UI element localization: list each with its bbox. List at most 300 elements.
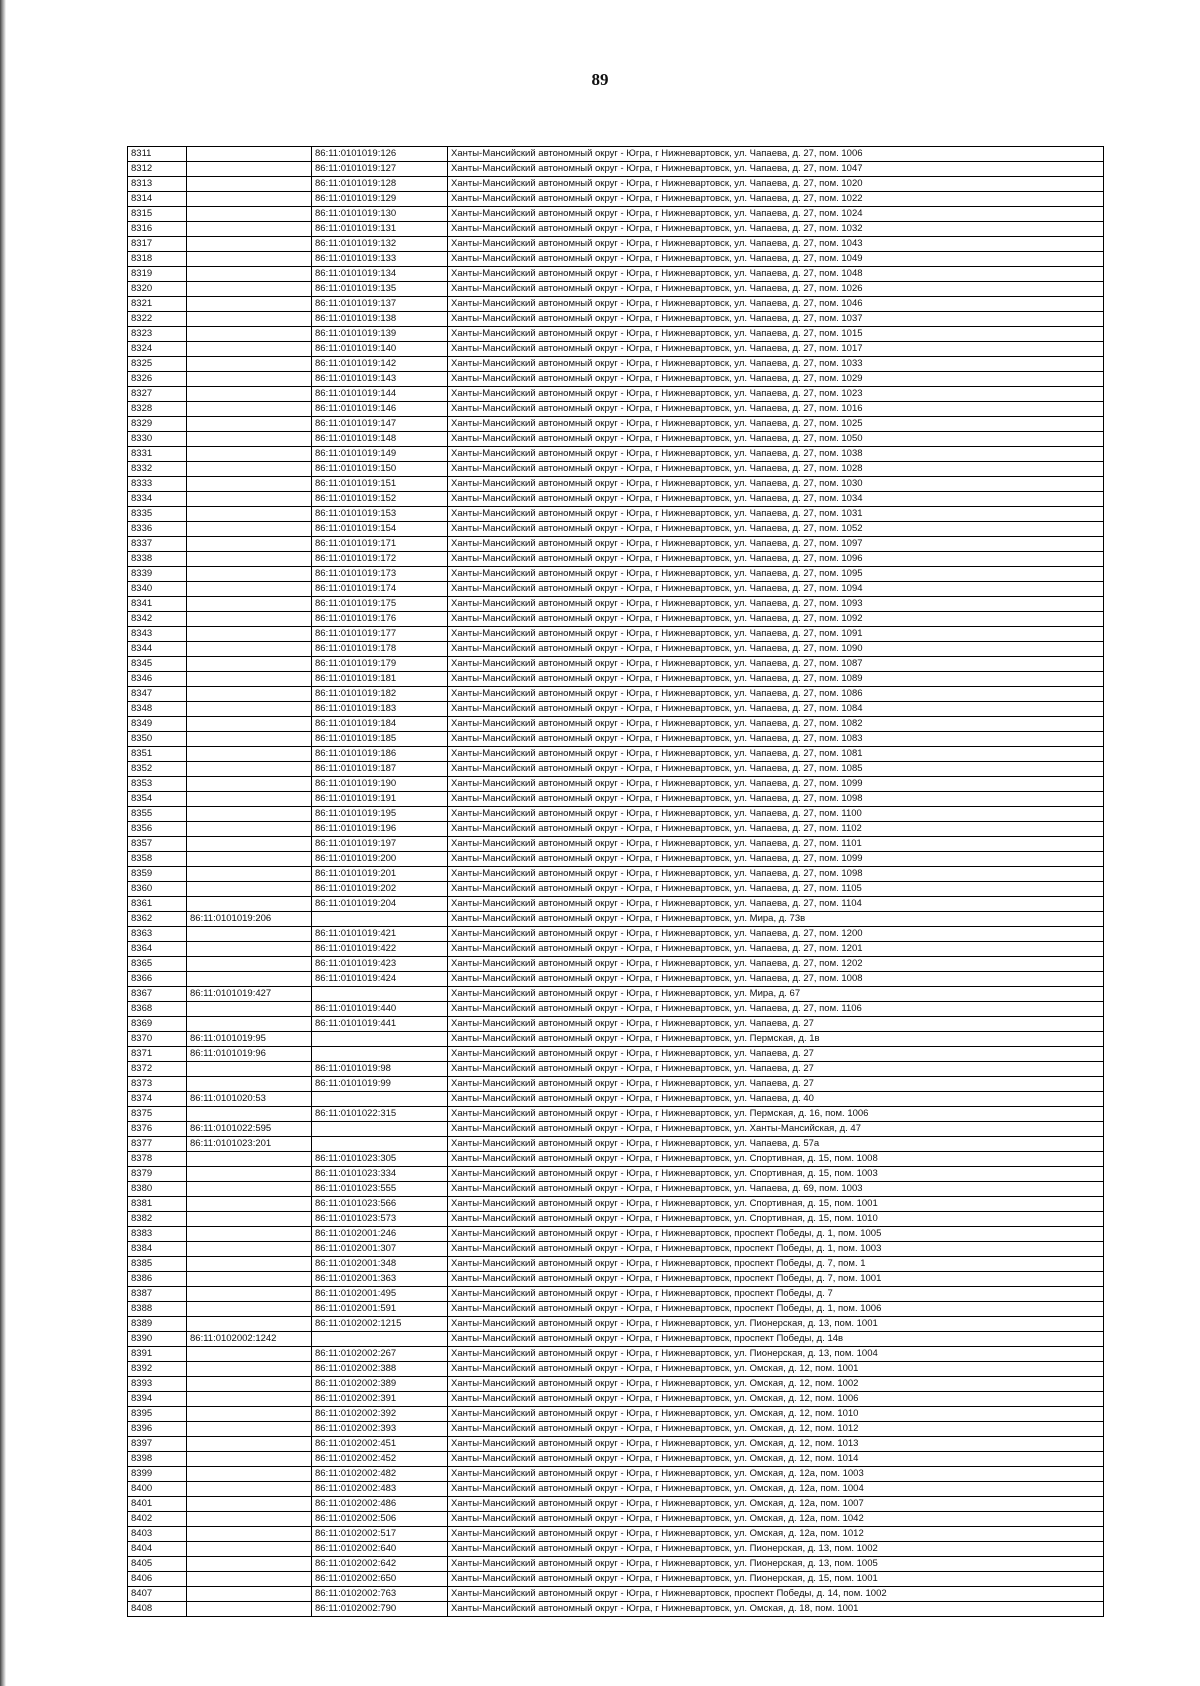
table-row xyxy=(128,1557,1104,1572)
land-cadastral-number: 86:11:0101022:595 xyxy=(187,1122,312,1137)
land-cadastral-number xyxy=(187,312,312,327)
table-row xyxy=(128,1287,1104,1302)
table-row xyxy=(128,162,1104,177)
land-cadastral-number xyxy=(187,447,312,462)
property-address: Ханты-Мансийский автономный округ - Югра, г Нижневартовск, ул. Пионерская, д. 13, пом. 1002 xyxy=(448,1542,1104,1557)
land-cadastral-number xyxy=(187,672,312,687)
table-row xyxy=(128,1527,1104,1542)
row-number: 8344 xyxy=(128,642,187,657)
table-row xyxy=(128,897,1104,912)
property-cadastral-number: 86:11:0101019:202 xyxy=(312,882,448,897)
table-row xyxy=(128,702,1104,717)
property-cadastral-number: 86:11:0101019:140 xyxy=(312,342,448,357)
property-cadastral-number: 86:11:0101019:421 xyxy=(312,927,448,942)
property-cadastral-number: 86:11:0101019:422 xyxy=(312,942,448,957)
land-cadastral-number xyxy=(187,1377,312,1392)
property-cadastral-number: 86:11:0101019:138 xyxy=(312,312,448,327)
property-cadastral-number: 86:11:0101019:204 xyxy=(312,897,448,912)
property-cadastral-number: 86:11:0101019:177 xyxy=(312,627,448,642)
property-address: Ханты-Мансийский автономный округ - Югра, г Нижневартовск, ул. Чапаева, д. 27 xyxy=(448,1047,1104,1062)
property-cadastral-number: 86:11:0102002:517 xyxy=(312,1527,448,1542)
row-number: 8369 xyxy=(128,1017,187,1032)
property-address: Ханты-Мансийский автономный округ - Югра, г Нижневартовск, ул. Чапаева, д. 27, пом. 1017 xyxy=(448,342,1104,357)
property-address: Ханты-Мансийский автономный округ - Югра, г Нижневартовск, ул. Чапаева, д. 40 xyxy=(448,1092,1104,1107)
table-row xyxy=(128,1152,1104,1167)
row-number: 8311 xyxy=(128,147,187,162)
row-number: 8354 xyxy=(128,792,187,807)
land-cadastral-number xyxy=(187,1467,312,1482)
row-number: 8335 xyxy=(128,507,187,522)
land-cadastral-number xyxy=(187,1602,312,1617)
row-number: 8322 xyxy=(128,312,187,327)
row-number: 8325 xyxy=(128,357,187,372)
property-cadastral-number xyxy=(312,1332,448,1347)
land-cadastral-number xyxy=(187,1362,312,1377)
property-cadastral-number: 86:11:0101019:143 xyxy=(312,372,448,387)
row-number: 8389 xyxy=(128,1317,187,1332)
land-cadastral-number xyxy=(187,1452,312,1467)
property-address: Ханты-Мансийский автономный округ - Югра, г Нижневартовск, ул. Чапаева, д. 27, пом. 1029 xyxy=(448,372,1104,387)
land-cadastral-number xyxy=(187,1392,312,1407)
property-cadastral-number: 86:11:0101019:191 xyxy=(312,792,448,807)
land-cadastral-number xyxy=(187,267,312,282)
property-cadastral-number: 86:11:0101019:441 xyxy=(312,1017,448,1032)
property-address: Ханты-Мансийский автономный округ - Югра, г Нижневартовск, ул. Спортивная, д. 15, пом. 1008 xyxy=(448,1152,1104,1167)
table-row xyxy=(128,1602,1104,1617)
property-cadastral-number: 86:11:0102001:307 xyxy=(312,1242,448,1257)
property-cadastral-number xyxy=(312,987,448,1002)
row-number: 8371 xyxy=(128,1047,187,1062)
table-row xyxy=(128,1317,1104,1332)
land-cadastral-number xyxy=(187,1197,312,1212)
row-number: 8408 xyxy=(128,1602,187,1617)
land-cadastral-number xyxy=(187,1107,312,1122)
land-cadastral-number xyxy=(187,597,312,612)
property-address: Ханты-Мансийский автономный округ - Югра, г Нижневартовск, ул. Чапаева, д. 27, пом. 1099 xyxy=(448,852,1104,867)
property-cadastral-number: 86:11:0101019:126 xyxy=(312,147,448,162)
property-cadastral-number: 86:11:0101019:424 xyxy=(312,972,448,987)
row-number: 8323 xyxy=(128,327,187,342)
table-row xyxy=(128,567,1104,582)
table-row xyxy=(128,1092,1104,1107)
property-cadastral-number: 86:11:0101019:148 xyxy=(312,432,448,447)
row-number: 8321 xyxy=(128,297,187,312)
property-address: Ханты-Мансийский автономный округ - Югра, г Нижневартовск, проспект Победы, д. 1, пом. 1005 xyxy=(448,1227,1104,1242)
row-number: 8370 xyxy=(128,1032,187,1047)
property-address: Ханты-Мансийский автономный округ - Югра, г Нижневартовск, ул. Чапаева, д. 27, пом. 1022 xyxy=(448,192,1104,207)
row-number: 8318 xyxy=(128,252,187,267)
property-cadastral-number: 86:11:0102001:363 xyxy=(312,1272,448,1287)
property-address: Ханты-Мансийский автономный округ - Югра, г Нижневартовск, ул. Чапаева, д. 27, пом. 1025 xyxy=(448,417,1104,432)
row-number: 8327 xyxy=(128,387,187,402)
property-address: Ханты-Мансийский автономный округ - Югра, г Нижневартовск, ул. Чапаева, д. 27, пом. 1087 xyxy=(448,657,1104,672)
table-row xyxy=(128,522,1104,537)
row-number: 8361 xyxy=(128,897,187,912)
property-cadastral-number: 86:11:0101019:197 xyxy=(312,837,448,852)
property-cadastral-number: 86:11:0102002:267 xyxy=(312,1347,448,1362)
row-number: 8359 xyxy=(128,867,187,882)
row-number: 8374 xyxy=(128,1092,187,1107)
land-cadastral-number xyxy=(187,957,312,972)
row-number: 8372 xyxy=(128,1062,187,1077)
property-address: Ханты-Мансийский автономный округ - Югра, г Нижневартовск, ул. Чапаева, д. 27, пом. 1030 xyxy=(448,477,1104,492)
table-row xyxy=(128,447,1104,462)
land-cadastral-number xyxy=(187,1227,312,1242)
table-row xyxy=(128,357,1104,372)
property-address: Ханты-Мансийский автономный округ - Югра, г Нижневартовск, ул. Омская, д. 12, пом. 1012 xyxy=(448,1422,1104,1437)
property-cadastral-number: 86:11:0101019:196 xyxy=(312,822,448,837)
property-cadastral-number: 86:11:0101019:440 xyxy=(312,1002,448,1017)
row-number: 8329 xyxy=(128,417,187,432)
table-row xyxy=(128,402,1104,417)
row-number: 8317 xyxy=(128,237,187,252)
table-row xyxy=(128,927,1104,942)
land-cadastral-number xyxy=(187,1527,312,1542)
row-number: 8394 xyxy=(128,1392,187,1407)
property-cadastral-number: 86:11:0101019:135 xyxy=(312,282,448,297)
property-address: Ханты-Мансийский автономный округ - Югра, г Нижневартовск, ул. Чапаева, д. 57а xyxy=(448,1137,1104,1152)
land-cadastral-number xyxy=(187,1257,312,1272)
property-cadastral-number: 86:11:0101019:144 xyxy=(312,387,448,402)
property-cadastral-number: 86:11:0101019:172 xyxy=(312,552,448,567)
table-row xyxy=(128,537,1104,552)
table-row xyxy=(128,1197,1104,1212)
property-address: Ханты-Мансийский автономный округ - Югра, г Нижневартовск, ул. Чапаева, д. 27, пом. 1090 xyxy=(448,642,1104,657)
property-address: Ханты-Мансийский автономный округ - Югра, г Нижневартовск, проспект Победы, д. 1, пом. 1003 xyxy=(448,1242,1104,1257)
property-cadastral-number: 86:11:0101019:154 xyxy=(312,522,448,537)
property-address: Ханты-Мансийский автономный округ - Югра, г Нижневартовск, ул. Пермская, д. 1в xyxy=(448,1032,1104,1047)
land-cadastral-number xyxy=(187,1407,312,1422)
property-address: Ханты-Мансийский автономный округ - Югра, г Нижневартовск, ул. Чапаева, д. 27, пом. 1034 xyxy=(448,492,1104,507)
table-row xyxy=(128,1422,1104,1437)
property-cadastral-number: 86:11:0102002:483 xyxy=(312,1482,448,1497)
property-cadastral-number: 86:11:0101019:99 xyxy=(312,1077,448,1092)
property-cadastral-number: 86:11:0101019:186 xyxy=(312,747,448,762)
table-row xyxy=(128,1062,1104,1077)
table-row xyxy=(128,372,1104,387)
property-address: Ханты-Мансийский автономный округ - Югра, г Нижневартовск, ул. Чапаева, д. 27, пом. 1016 xyxy=(448,402,1104,417)
land-cadastral-number xyxy=(187,762,312,777)
property-cadastral-number xyxy=(312,1122,448,1137)
property-address: Ханты-Мансийский автономный округ - Югра, г Нижневартовск, ул. Чапаева, д. 27, пом. 1106 xyxy=(448,1002,1104,1017)
land-cadastral-number xyxy=(187,1167,312,1182)
property-address: Ханты-Мансийский автономный округ - Югра, г Нижневартовск, ул. Чапаева, д. 27, пом. 1094 xyxy=(448,582,1104,597)
property-cadastral-number: 86:11:0101023:305 xyxy=(312,1152,448,1167)
table-row xyxy=(128,642,1104,657)
row-number: 8366 xyxy=(128,972,187,987)
property-address: Ханты-Мансийский автономный округ - Югра, г Нижневартовск, проспект Победы, д. 14в xyxy=(448,1332,1104,1347)
property-address: Ханты-Мансийский автономный округ - Югра, г Нижневартовск, ул. Пермская, д. 16, пом. 1006 xyxy=(448,1107,1104,1122)
property-address: Ханты-Мансийский автономный округ - Югра, г Нижневартовск, ул. Пионерская, д. 13, пом. 1001 xyxy=(448,1317,1104,1332)
property-address: Ханты-Мансийский автономный округ - Югра, г Нижневартовск, ул. Чапаева, д. 27, пом. 1089 xyxy=(448,672,1104,687)
table-row xyxy=(128,1227,1104,1242)
property-cadastral-number: 86:11:0101019:182 xyxy=(312,687,448,702)
table-row xyxy=(128,222,1104,237)
property-address: Ханты-Мансийский автономный округ - Югра, г Нижневартовск, ул. Чапаева, д. 27, пом. 1033 xyxy=(448,357,1104,372)
property-cadastral-number: 86:11:0101019:171 xyxy=(312,537,448,552)
table-row xyxy=(128,582,1104,597)
table-row xyxy=(128,1572,1104,1587)
table-row xyxy=(128,747,1104,762)
property-address: Ханты-Мансийский автономный округ - Югра, г Нижневартовск, ул. Чапаева, д. 27, пом. 1093 xyxy=(448,597,1104,612)
table-row xyxy=(128,762,1104,777)
land-cadastral-number xyxy=(187,402,312,417)
property-cadastral-number: 86:11:0101019:184 xyxy=(312,717,448,732)
table-row xyxy=(128,492,1104,507)
row-number: 8362 xyxy=(128,912,187,927)
table-row xyxy=(128,972,1104,987)
table-row xyxy=(128,1302,1104,1317)
table-row xyxy=(128,1332,1104,1347)
row-number: 8400 xyxy=(128,1482,187,1497)
land-cadastral-number xyxy=(187,642,312,657)
land-cadastral-number xyxy=(187,1347,312,1362)
land-cadastral-number xyxy=(187,927,312,942)
property-cadastral-number: 86:11:0101019:139 xyxy=(312,327,448,342)
property-address: Ханты-Мансийский автономный округ - Югра, г Нижневартовск, ул. Омская, д. 12, пом. 1010 xyxy=(448,1407,1104,1422)
property-address: Ханты-Мансийский автономный округ - Югра, г Нижневартовск, ул. Омская, д. 12а, пом. 1042 xyxy=(448,1512,1104,1527)
row-number: 8330 xyxy=(128,432,187,447)
property-address: Ханты-Мансийский автономный округ - Югра, г Нижневартовск, ул. Чапаева, д. 27, пом. 1031 xyxy=(448,507,1104,522)
row-number: 8353 xyxy=(128,777,187,792)
land-cadastral-number xyxy=(187,567,312,582)
land-cadastral-number xyxy=(187,942,312,957)
property-cadastral-number xyxy=(312,1137,448,1152)
property-address: Ханты-Мансийский автономный округ - Югра, г Нижневартовск, ул. Омская, д. 12а, пом. 1003 xyxy=(448,1467,1104,1482)
property-address: Ханты-Мансийский автономный округ - Югра, г Нижневартовск, ул. Чапаева, д. 27, пом. 1097 xyxy=(448,537,1104,552)
property-address: Ханты-Мансийский автономный округ - Югра, г Нижневартовск, ул. Спортивная, д. 15, пом. 1001 xyxy=(448,1197,1104,1212)
property-address: Ханты-Мансийский автономный округ - Югра, г Нижневартовск, ул. Чапаева, д. 27 xyxy=(448,1077,1104,1092)
table-row xyxy=(128,1182,1104,1197)
table-row xyxy=(128,237,1104,252)
land-cadastral-number xyxy=(187,1242,312,1257)
property-address: Ханты-Мансийский автономный округ - Югра, г Нижневартовск, ул. Мира, д. 67 xyxy=(448,987,1104,1002)
land-cadastral-number xyxy=(187,777,312,792)
row-number: 8375 xyxy=(128,1107,187,1122)
property-address: Ханты-Мансийский автономный округ - Югра, г Нижневартовск, ул. Омская, д. 12а, пом. 1012 xyxy=(448,1527,1104,1542)
property-address: Ханты-Мансийский автономный округ - Югра, г Нижневартовск, ул. Омская, д. 12а, пом. 1007 xyxy=(448,1497,1104,1512)
table-row xyxy=(128,417,1104,432)
land-cadastral-number xyxy=(187,1077,312,1092)
table-row xyxy=(128,282,1104,297)
property-address: Ханты-Мансийский автономный округ - Югра, г Нижневартовск, ул. Чапаева, д. 27, пом. 1092 xyxy=(448,612,1104,627)
land-cadastral-number xyxy=(187,387,312,402)
table-row xyxy=(128,732,1104,747)
table-row xyxy=(128,1032,1104,1047)
row-number: 8313 xyxy=(128,177,187,192)
property-cadastral-number: 86:11:0101019:200 xyxy=(312,852,448,867)
property-address: Ханты-Мансийский автономный округ - Югра, г Нижневартовск, ул. Чапаева, д. 27, пом. 1028 xyxy=(448,462,1104,477)
land-cadastral-number xyxy=(187,1302,312,1317)
land-cadastral-number xyxy=(187,1062,312,1077)
land-cadastral-number xyxy=(187,477,312,492)
land-cadastral-number xyxy=(187,687,312,702)
property-cadastral-number: 86:11:0101019:178 xyxy=(312,642,448,657)
land-cadastral-number xyxy=(187,882,312,897)
property-cadastral-number: 86:11:0101023:566 xyxy=(312,1197,448,1212)
land-cadastral-number xyxy=(187,507,312,522)
row-number: 8401 xyxy=(128,1497,187,1512)
row-number: 8326 xyxy=(128,372,187,387)
property-cadastral-number: 86:11:0102002:452 xyxy=(312,1452,448,1467)
land-cadastral-number xyxy=(187,522,312,537)
table-row xyxy=(128,612,1104,627)
property-address: Ханты-Мансийский автономный округ - Югра, г Нижневартовск, проспект Победы, д. 7 xyxy=(448,1287,1104,1302)
property-address: Ханты-Мансийский автономный округ - Югра, г Нижневартовск, ул. Чапаева, д. 27 xyxy=(448,1062,1104,1077)
table-row xyxy=(128,672,1104,687)
property-cadastral-number: 86:11:0101019:179 xyxy=(312,657,448,672)
property-cadastral-number xyxy=(312,1047,448,1062)
land-cadastral-number xyxy=(187,1287,312,1302)
row-number: 8357 xyxy=(128,837,187,852)
land-cadastral-number xyxy=(187,552,312,567)
property-cadastral-number: 86:11:0101019:149 xyxy=(312,447,448,462)
table-row xyxy=(128,1257,1104,1272)
row-number: 8351 xyxy=(128,747,187,762)
row-number: 8355 xyxy=(128,807,187,822)
row-number: 8383 xyxy=(128,1227,187,1242)
land-cadastral-number xyxy=(187,897,312,912)
land-cadastral-number xyxy=(187,1002,312,1017)
land-cadastral-number xyxy=(187,837,312,852)
property-cadastral-number: 86:11:0102002:790 xyxy=(312,1602,448,1617)
property-address: Ханты-Мансийский автономный округ - Югра, г Нижневартовск, ул. Чапаева, д. 27, пом. 1098 xyxy=(448,867,1104,882)
scan-edge xyxy=(0,0,6,1686)
row-number: 8312 xyxy=(128,162,187,177)
row-number: 8332 xyxy=(128,462,187,477)
land-cadastral-number xyxy=(187,1437,312,1452)
row-number: 8377 xyxy=(128,1137,187,1152)
property-cadastral-number: 86:11:0101019:132 xyxy=(312,237,448,252)
land-cadastral-number xyxy=(187,417,312,432)
land-cadastral-number xyxy=(187,1557,312,1572)
property-cadastral-number: 86:11:0101019:173 xyxy=(312,567,448,582)
property-address: Ханты-Мансийский автономный округ - Югра, г Нижневартовск, ул. Пионерская, д. 13, пом. 1005 xyxy=(448,1557,1104,1572)
property-address: Ханты-Мансийский автономный округ - Югра, г Нижневартовск, ул. Чапаева, д. 27, пом. 1102 xyxy=(448,822,1104,837)
row-number: 8352 xyxy=(128,762,187,777)
land-cadastral-number xyxy=(187,342,312,357)
property-address: Ханты-Мансийский автономный округ - Югра, г Нижневартовск, ул. Ханты-Мансийская, д. 47 xyxy=(448,1122,1104,1137)
property-cadastral-number: 86:11:0102001:495 xyxy=(312,1287,448,1302)
registry-table-body xyxy=(128,147,1104,1617)
table-row xyxy=(128,267,1104,282)
land-cadastral-number: 86:11:0101019:95 xyxy=(187,1032,312,1047)
land-cadastral-number xyxy=(187,822,312,837)
land-cadastral-number xyxy=(187,1017,312,1032)
table-row xyxy=(128,1542,1104,1557)
land-cadastral-number xyxy=(187,657,312,672)
land-cadastral-number xyxy=(187,1317,312,1332)
property-cadastral-number: 86:11:0102002:389 xyxy=(312,1377,448,1392)
property-address: Ханты-Мансийский автономный округ - Югра, г Нижневартовск, ул. Омская, д. 12, пом. 1006 xyxy=(448,1392,1104,1407)
row-number: 8382 xyxy=(128,1212,187,1227)
table-row xyxy=(128,1047,1104,1062)
land-cadastral-number xyxy=(187,1182,312,1197)
property-address: Ханты-Мансийский автономный округ - Югра, г Нижневартовск, ул. Чапаева, д. 27, пом. 1101 xyxy=(448,837,1104,852)
land-cadastral-number xyxy=(187,807,312,822)
row-number: 8340 xyxy=(128,582,187,597)
row-number: 8386 xyxy=(128,1272,187,1287)
row-number: 8398 xyxy=(128,1452,187,1467)
table-row xyxy=(128,1467,1104,1482)
property-cadastral-number: 86:11:0101019:146 xyxy=(312,402,448,417)
property-address: Ханты-Мансийский автономный округ - Югра, г Нижневартовск, ул. Чапаева, д. 69, пом. 1003 xyxy=(448,1182,1104,1197)
property-address: Ханты-Мансийский автономный округ - Югра, г Нижневартовск, ул. Чапаева, д. 27, пом. 1085 xyxy=(448,762,1104,777)
table-row xyxy=(128,1242,1104,1257)
land-cadastral-number xyxy=(187,1422,312,1437)
property-address: Ханты-Мансийский автономный округ - Югра, г Нижневартовск, проспект Победы, д. 1, пом. 1006 xyxy=(448,1302,1104,1317)
table-row xyxy=(128,297,1104,312)
land-cadastral-number: 86:11:0102002:1242 xyxy=(187,1332,312,1347)
property-address: Ханты-Мансийский автономный округ - Югра, г Нижневартовск, ул. Чапаева, д. 27, пом. 1201 xyxy=(448,942,1104,957)
table-row xyxy=(128,477,1104,492)
row-number: 8331 xyxy=(128,447,187,462)
table-row xyxy=(128,1482,1104,1497)
table-row xyxy=(128,867,1104,882)
land-cadastral-number xyxy=(187,237,312,252)
table-row xyxy=(128,1437,1104,1452)
property-cadastral-number: 86:11:0101022:315 xyxy=(312,1107,448,1122)
land-cadastral-number xyxy=(187,297,312,312)
land-cadastral-number xyxy=(187,1497,312,1512)
table-row xyxy=(128,507,1104,522)
property-address: Ханты-Мансийский автономный округ - Югра, г Нижневартовск, ул. Чапаева, д. 27, пом. 1020 xyxy=(448,177,1104,192)
table-row xyxy=(128,942,1104,957)
table-row xyxy=(128,987,1104,1002)
land-cadastral-number xyxy=(187,747,312,762)
land-cadastral-number xyxy=(187,582,312,597)
land-cadastral-number xyxy=(187,327,312,342)
table-row xyxy=(128,312,1104,327)
property-cadastral-number xyxy=(312,1032,448,1047)
land-cadastral-number xyxy=(187,1587,312,1602)
property-address: Ханты-Мансийский автономный округ - Югра, г Нижневартовск, ул. Пионерская, д. 13, пом. 1004 xyxy=(448,1347,1104,1362)
property-address: Ханты-Мансийский автономный округ - Югра, г Нижневартовск, проспект Победы, д. 7, пом. 1001 xyxy=(448,1272,1104,1287)
land-cadastral-number: 86:11:0101019:427 xyxy=(187,987,312,1002)
table-row xyxy=(128,792,1104,807)
property-cadastral-number: 86:11:0102002:640 xyxy=(312,1542,448,1557)
table-row xyxy=(128,1452,1104,1467)
property-address: Ханты-Мансийский автономный округ - Югра, г Нижневартовск, ул. Чапаева, д. 27, пом. 1083 xyxy=(448,732,1104,747)
property-address: Ханты-Мансийский автономный округ - Югра, г Нижневартовск, проспект Победы, д. 14, пом. 1002 xyxy=(448,1587,1104,1602)
property-cadastral-number: 86:11:0101019:181 xyxy=(312,672,448,687)
row-number: 8316 xyxy=(128,222,187,237)
row-number: 8378 xyxy=(128,1152,187,1167)
row-number: 8360 xyxy=(128,882,187,897)
land-cadastral-number xyxy=(187,612,312,627)
property-address: Ханты-Мансийский автономный округ - Югра, г Нижневартовск, ул. Чапаева, д. 27, пом. 1015 xyxy=(448,327,1104,342)
property-address: Ханты-Мансийский автономный округ - Югра, г Нижневартовск, ул. Омская, д. 12, пом. 1014 xyxy=(448,1452,1104,1467)
table-row xyxy=(128,177,1104,192)
row-number: 8356 xyxy=(128,822,187,837)
row-number: 8396 xyxy=(128,1422,187,1437)
property-address: Ханты-Мансийский автономный округ - Югра, г Нижневартовск, ул. Чапаева, д. 27, пом. 1049 xyxy=(448,252,1104,267)
row-number: 8334 xyxy=(128,492,187,507)
table-row xyxy=(128,1497,1104,1512)
table-row xyxy=(128,327,1104,342)
land-cadastral-number xyxy=(187,357,312,372)
row-number: 8314 xyxy=(128,192,187,207)
table-row xyxy=(128,912,1104,927)
property-address: Ханты-Мансийский автономный округ - Югра, г Нижневартовск, ул. Омская, д. 18, пом. 1001 xyxy=(448,1602,1104,1617)
table-row xyxy=(128,957,1104,972)
property-address: Ханты-Мансийский автономный округ - Югра, г Нижневартовск, ул. Чапаева, д. 27, пом. 1096 xyxy=(448,552,1104,567)
table-row xyxy=(128,387,1104,402)
row-number: 8395 xyxy=(128,1407,187,1422)
land-cadastral-number: 86:11:0101020:53 xyxy=(187,1092,312,1107)
row-number: 8388 xyxy=(128,1302,187,1317)
property-address: Ханты-Мансийский автономный округ - Югра, г Нижневартовск, ул. Чапаева, д. 27, пом. 1026 xyxy=(448,282,1104,297)
